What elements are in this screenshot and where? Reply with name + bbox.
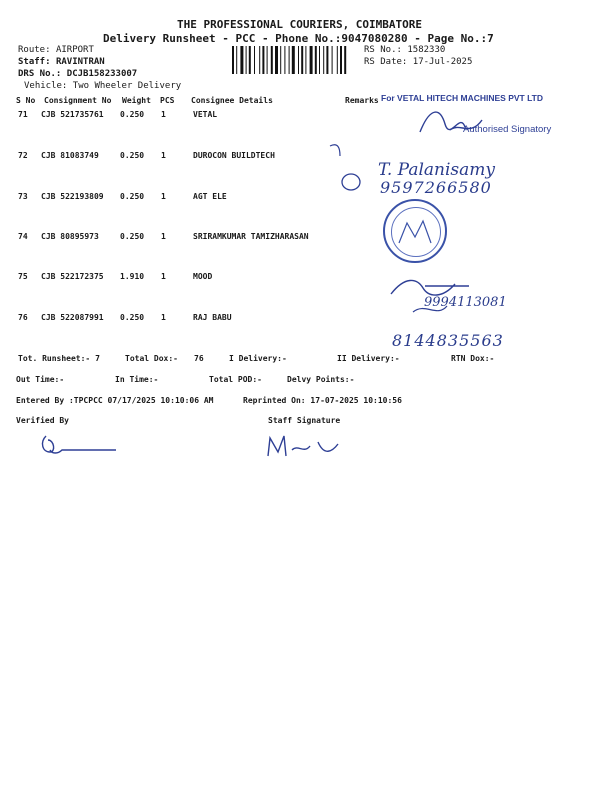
row-71-consignee: VETAL: [193, 110, 218, 119]
authorised-signatory-label: Authorised Signatory: [463, 124, 552, 135]
row-75-weight: 1.910: [120, 272, 145, 281]
barcode-bar: [267, 46, 268, 74]
total-pod: Total POD:-: [209, 375, 262, 384]
barcode-bar: [271, 46, 273, 74]
row-75-pcs: 1: [161, 272, 166, 281]
col-header-consignee: Consignee Details: [191, 96, 273, 105]
staff-label: Staff:: [18, 57, 51, 67]
reprinted-on: Reprinted On: 17-07-2025 10:10:56: [243, 396, 402, 405]
barcode-bar: [301, 46, 303, 74]
route-label: Route:: [18, 45, 51, 55]
row-73-pcs: 1: [161, 192, 166, 201]
drs-value: DCJB158233007: [66, 69, 138, 79]
verifier-signature: [38, 432, 120, 458]
barcode-bar: [254, 46, 255, 74]
barcode-bar: [315, 46, 317, 74]
row-76-consignee: RAJ BABU: [193, 313, 232, 322]
route-value: AIRPORT: [55, 45, 94, 55]
col-header-consignment: Consignment No: [44, 96, 112, 105]
barcode-bar: [332, 46, 333, 74]
row-72-pcs: 1: [161, 151, 166, 160]
tick-mark-icon: [326, 140, 366, 200]
receiver-name-handwritten: T. Palanisamy: [378, 160, 495, 180]
row-71-pcs: 1: [161, 110, 166, 119]
vehicle-label: Vehicle:: [24, 81, 68, 91]
authorised-signature: [410, 102, 490, 142]
seal-inner-icon: [393, 213, 437, 249]
vehicle-line: [24, 81, 181, 91]
barcode-bar: [275, 46, 278, 74]
receiver-phone-handwritten: 9597266580: [380, 178, 492, 197]
receiver-phone-3-handwritten: 8144835563: [392, 331, 504, 350]
row-72-weight: 0.250: [120, 151, 145, 160]
delivery-points: Delvy Points:-: [287, 375, 355, 384]
barcode-bar: [298, 46, 299, 74]
row-76-weight: 0.250: [120, 313, 145, 322]
ii-delivery: II Delivery:-: [337, 354, 400, 363]
row-74-sno: 74: [18, 232, 28, 241]
total-dox-label: Total Dox:-: [125, 354, 178, 363]
runsheet-subtitle: Delivery Runsheet - PCC - Phone No.:9047080280 - Page No.:7: [103, 32, 494, 45]
row-72-consignee: DUROCON BUILDTECH: [193, 151, 275, 160]
receiver-phone-2-handwritten: 9994113081: [424, 295, 507, 310]
row-75-sno: 75: [18, 272, 28, 281]
row-73-consignment: CJB 522193809: [41, 192, 104, 201]
barcode-bar: [344, 46, 346, 74]
row-74-weight: 0.250: [120, 232, 145, 241]
rs-date-line: [364, 57, 472, 67]
row-71-consignment: CJB 521735761: [41, 110, 104, 119]
rs-date-label: RS Date:: [364, 57, 408, 67]
barcode-bar: [337, 46, 338, 74]
col-header-pcs: PCS: [160, 96, 175, 105]
barcode-bar: [262, 46, 264, 74]
barcode-bar: [280, 46, 281, 74]
row-73-consignee: AGT ELE: [193, 192, 227, 201]
barcode-bar: [305, 46, 306, 74]
barcode-bar: [323, 46, 324, 74]
entered-by: Entered By :TPCPCC 07/17/2025 10:10:06 AM: [16, 396, 214, 405]
barcode-bar: [284, 46, 285, 74]
row-72-sno: 72: [18, 151, 28, 160]
barcode-bar: [310, 46, 313, 74]
barcode-bar: [326, 46, 328, 74]
total-dox-value: 76: [194, 354, 204, 363]
row-74-consignee: SRIRAMKUMAR TAMIZHARASAN: [193, 232, 309, 241]
barcode-bar: [319, 46, 320, 74]
rs-no-line: [364, 45, 445, 55]
col-header-weight: Weight: [122, 96, 151, 105]
row-72-consignment: CJB 81083749: [41, 151, 99, 160]
row-74-pcs: 1: [161, 232, 166, 241]
row-76-pcs: 1: [161, 313, 166, 322]
barcode-bar: [340, 46, 342, 74]
row-71-sno: 71: [18, 110, 28, 119]
route-line: [18, 45, 94, 55]
staff-signature-label: Staff Signature: [268, 416, 341, 425]
i-delivery: I Delivery:-: [229, 354, 287, 363]
row-75-consignee: MOOD: [193, 272, 213, 281]
barcode-bar: [249, 46, 251, 74]
total-runsheet: Tot. Runsheet:- 7: [18, 354, 100, 363]
in-time: In Time:-: [115, 375, 159, 384]
company-title: THE PROFESSIONAL COURIERS, COIMBATORE: [177, 18, 423, 31]
row-76-sno: 76: [18, 313, 28, 322]
row-73-sno: 73: [18, 192, 28, 201]
col-header-remarks: Remarks: [345, 96, 379, 105]
barcode-bar: [240, 46, 243, 74]
vehicle-value: Two Wheeler Delivery: [72, 81, 182, 91]
staff-line: [18, 57, 105, 67]
drs-line: [18, 69, 137, 79]
barcode-bar: [289, 46, 290, 74]
verified-by-label: Verified By: [16, 416, 69, 425]
barcode-bar: [246, 46, 247, 74]
staff-signature: [262, 432, 352, 462]
company-stamp-text: For VETAL HITECH MACHINES PVT LTD: [381, 93, 543, 103]
row-71-weight: 0.250: [120, 110, 145, 119]
drs-label: DRS No.:: [18, 69, 62, 79]
barcode-bar: [236, 46, 237, 74]
row-74-consignment: CJB 80895973: [41, 232, 99, 241]
col-header-sno: S No: [16, 96, 36, 105]
rtn-dox: RTN Dox:-: [451, 354, 495, 363]
out-time: Out Time:-: [16, 375, 65, 384]
row-76-consignment: CJB 522087991: [41, 313, 104, 322]
rs-date-value: 17-Jul-2025: [412, 57, 473, 67]
barcode-bar: [259, 46, 260, 74]
staff-value: RAVINTRAN: [55, 57, 105, 67]
barcode-bar: [292, 46, 295, 74]
row-75-consignment: CJB 522172375: [41, 272, 104, 281]
rs-no-value: 1582330: [407, 45, 446, 55]
row-73-weight: 0.250: [120, 192, 145, 201]
rs-no-label: RS No.:: [364, 45, 402, 55]
barcode-bar: [232, 46, 234, 74]
barcode: [232, 46, 357, 74]
